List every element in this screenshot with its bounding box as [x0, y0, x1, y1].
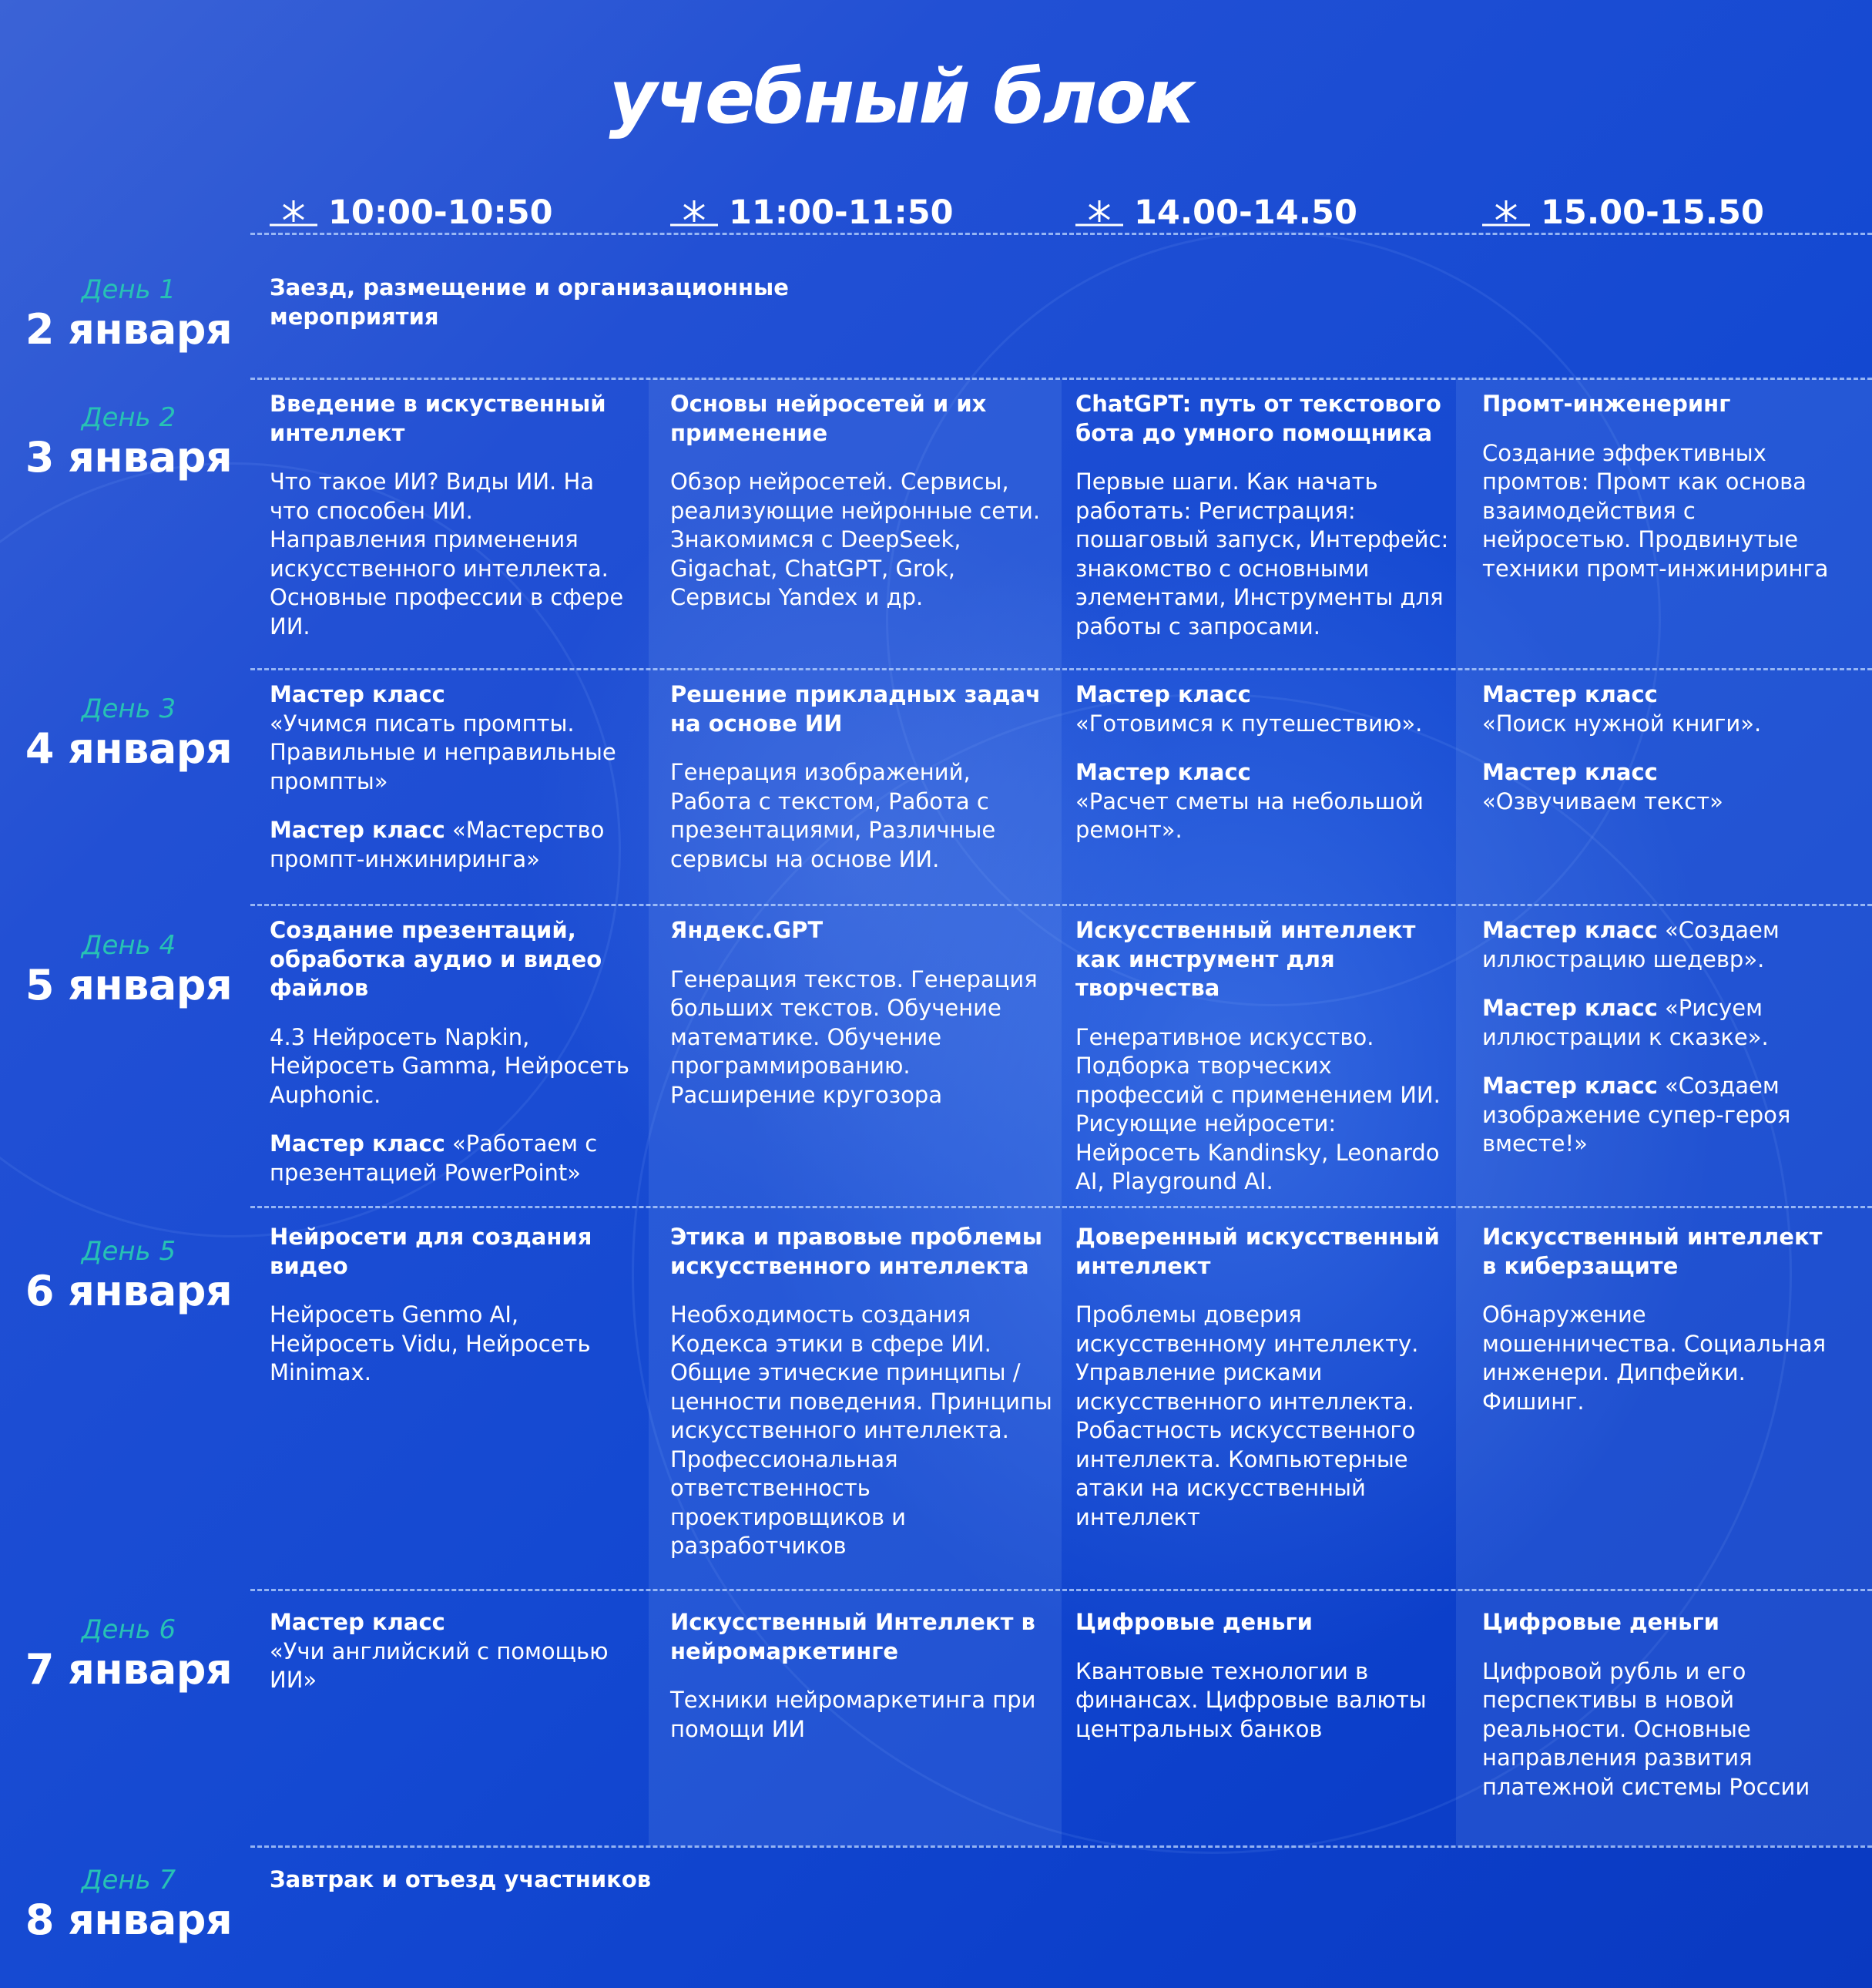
day-label — [17, 693, 240, 774]
cell-title: Цифровые деньги — [1075, 1609, 1313, 1635]
master-class-text: «Мастерство промпт-инжиниринга» — [270, 817, 605, 872]
cell-text: Создание эффективных промтов: Промт как основа взаимодействия с нейросетью. Продвинутые техники промт-инжиниринга — [1482, 439, 1829, 582]
schedule-cell — [270, 390, 632, 641]
day-number: День 5 — [81, 1236, 176, 1267]
master-class-label: Мастер класс — [1075, 681, 1251, 707]
row-separator — [250, 1206, 1872, 1208]
master-class-label: Мастер класс — [1482, 995, 1658, 1021]
time-slot-2 — [670, 190, 954, 236]
cell-title: Яндекс.GPT — [670, 917, 824, 943]
row-separator — [250, 378, 1872, 380]
cell-text: Необходимость создания Кодекса этики в сфере ИИ. Общие этические принципы / ценности поведения. Принципы искусственного интеллекта. Профессиональная ответственность проектировщиков и разработчиков — [670, 1301, 1052, 1559]
cell-text: 4.3 Нейросеть Napkin, Нейросеть Gamma, Нейросеть Auphonic. — [270, 1023, 630, 1108]
day-label — [17, 1865, 240, 1945]
cell-title: Искусственный Интеллект в нейромаркетинге — [670, 1609, 1035, 1664]
cell-text: Техники нейромаркетинга при помощи ИИ — [670, 1687, 1036, 1742]
schedule-cell — [1075, 390, 1453, 641]
row-separator — [250, 668, 1872, 670]
schedule-cell — [270, 1608, 632, 1695]
cell-title: Промт-инженеринг — [1482, 391, 1731, 417]
schedule-cell — [1075, 916, 1461, 1197]
master-class-text: «Готовимся к путешествию». — [1075, 710, 1423, 737]
master-class-item — [1482, 758, 1829, 816]
cell-title: Искусственный интеллект в киберзащите — [1482, 1224, 1823, 1279]
schedule-cell — [270, 1865, 963, 1895]
day-date: 8 января — [25, 1896, 233, 1944]
schedule-cell — [270, 916, 632, 1187]
schedule-cell — [1482, 1608, 1837, 1802]
master-class-item — [270, 680, 632, 796]
master-class-text: «Учимся писать промпты. Правильные и неправильные промпты» — [270, 710, 616, 794]
cell-text: Цифровой рубль и его перспективы в новой реальности. Основные направления развития платежной системы России — [1482, 1657, 1810, 1800]
master-class-item — [1075, 758, 1453, 845]
cell-title: Нейросети для создания видео — [270, 1224, 592, 1279]
cell-text: Первые шаги. Как начать работать: Регистрация: пошаговый запуск, Интерфейс: знакомство с основными элементами, Инструменты для работы с запросами. — [1075, 468, 1449, 640]
row-separator — [250, 904, 1872, 906]
day-label — [17, 930, 240, 1010]
time-label: 10:00-10:50 — [328, 193, 553, 232]
schedule-cell — [270, 680, 632, 874]
day-label — [17, 402, 240, 482]
cell-text: Обнаружение мошенничества. Социальная инженери. Дипфейки. Фишинг. — [1482, 1301, 1827, 1415]
cell-title: Введение в искуственный интеллект — [270, 391, 606, 446]
day-number: День 6 — [81, 1614, 176, 1645]
cell-title: Этика и правовые проблемы искусственного интеллекта — [670, 1224, 1042, 1279]
cell-title: Доверенный искусственный интеллект — [1075, 1224, 1440, 1279]
master-class-label: Мастер класс — [270, 681, 445, 707]
master-class-label: Мастер класс — [270, 817, 445, 843]
schedule-cell — [1482, 1223, 1829, 1416]
day-number: День 3 — [81, 693, 176, 724]
schedule-cell — [270, 274, 809, 331]
time-label: 14.00-14.50 — [1134, 193, 1357, 232]
cell-title: Завтрак и отъезд участников — [270, 1866, 652, 1892]
day-number: День 1 — [81, 274, 176, 305]
cell-title: Цифровые деньги — [1482, 1609, 1719, 1635]
master-class-text: «Создаем изображение супер-героя вместе!» — [1482, 1073, 1791, 1157]
row-separator — [250, 1845, 1872, 1848]
master-class-text: «Создаем иллюстрацию шедевр». — [1482, 917, 1780, 972]
schedule-cell — [1075, 1223, 1453, 1532]
day-date: 6 января — [25, 1267, 233, 1315]
master-class-item — [270, 1608, 632, 1695]
schedule-cell — [670, 916, 1048, 1110]
cell-title: Основы нейросетей и их применение — [670, 391, 987, 446]
cell-text: Обзор нейросетей. Сервисы, реализующие нейронные сети. Знакомимся с DeepSeek, Gigachat, ChatGPT, Grok, Сервисы Yandex и др. — [670, 468, 1041, 610]
master-class-label: Мастер класс — [1482, 759, 1658, 785]
cell-text: Что такое ИИ? Виды ИИ. На что способен ИИ. Направления применения искусственного интеллекта. Основные профессии в сфере ИИ. — [270, 468, 624, 640]
schedule-cell — [670, 1223, 1055, 1561]
master-class-label: Мастер класс — [270, 1130, 445, 1157]
time-slot-3 — [1075, 190, 1357, 236]
master-class-item — [1482, 1072, 1829, 1159]
cell-title: Искусственный интеллект как инструмент для творчества — [1075, 917, 1416, 1001]
master-class-item — [1482, 916, 1829, 974]
day-label — [17, 274, 240, 354]
snowflake-icon — [1075, 197, 1123, 228]
row-separator — [250, 233, 1872, 235]
day-date: 3 января — [25, 433, 233, 482]
day-date: 5 января — [25, 961, 233, 1009]
page-title: учебный блок — [609, 54, 1194, 140]
master-class-label: Мастер класс — [1482, 681, 1658, 707]
cell-title: ChatGPT: путь от текстового бота до умного помощника — [1075, 391, 1441, 446]
day-label — [17, 1236, 240, 1316]
time-label: 15.00-15.50 — [1541, 193, 1764, 232]
master-class-text: «Поиск нужной книги». — [1482, 710, 1762, 737]
master-class-item — [1482, 994, 1829, 1052]
master-class-text: «Работаем с презентацией PowerPoint» — [270, 1130, 598, 1186]
day-number: День 4 — [81, 930, 176, 961]
schedule-cell — [1075, 1608, 1438, 1744]
schedule-cell — [670, 390, 1048, 613]
cell-text: Квантовые технологии в финансах. Цифровые валюты центральных банков — [1075, 1657, 1427, 1742]
schedule-cell — [1482, 390, 1829, 583]
row-separator — [250, 1589, 1872, 1591]
day-number: День 2 — [81, 402, 176, 433]
day-date: 7 января — [25, 1645, 233, 1694]
cell-title: Решение прикладных задач на основе ИИ — [670, 681, 1041, 737]
master-class-text: «Учи английский с помощью ИИ» — [270, 1637, 609, 1693]
cell-text: Нейросеть Genmo AI, Нейросеть Vidu, Нейросеть Minimax. — [270, 1301, 591, 1385]
master-class-text: «Рисуем иллюстрации к сказке». — [1482, 995, 1769, 1050]
cell-text: Генерация изображений, Работа с текстом, Работа с презентациями, Различные сервисы на основе ИИ. — [670, 759, 996, 872]
snowflake-icon — [670, 197, 718, 228]
cell-text: Генерация текстов. Генерация больших текстов. Обучение математике. Обучение программированию. Расширение кругозора — [670, 965, 1038, 1108]
master-class-text: «Расчет сметы на небольшой ремонт». — [1075, 787, 1424, 843]
schedule-cell — [1482, 916, 1829, 1159]
schedule-cell — [670, 680, 1048, 874]
schedule-cell — [670, 1608, 1048, 1744]
day-label — [17, 1614, 240, 1694]
day-number: День 7 — [81, 1865, 176, 1896]
time-label: 11:00-11:50 — [729, 193, 954, 232]
master-class-label: Мастер класс — [270, 1609, 445, 1635]
master-class-text: «Озвучиваем текст» — [1482, 787, 1723, 814]
master-class-item — [1482, 680, 1829, 738]
schedule-cell — [270, 1223, 632, 1388]
schedule-cell — [1075, 680, 1453, 845]
time-slot-1 — [270, 190, 553, 236]
cell-text: Генеративное искусство. Подборка творческих профессий с применением ИИ. Рисующие нейросети: Нейросеть Kandinsky, Leonardo AI, Playground AI. — [1075, 1023, 1441, 1194]
master-class-item — [1075, 680, 1453, 738]
schedule-cell — [1482, 680, 1829, 816]
master-class-label: Мастер класс — [1482, 1073, 1658, 1099]
snowflake-icon — [1482, 197, 1530, 228]
cell-title: Создание презентаций, обработка аудио и видео файлов — [270, 917, 602, 1001]
master-class-label: Мастер класс — [1482, 917, 1658, 943]
cell-text: Проблемы доверия искусственному интеллекту. Управление рисками искусственного интеллекта. Робастность искусственного интеллекта. Компьютерные атаки на искусственный интеллект — [1075, 1301, 1419, 1530]
time-slot-4 — [1482, 190, 1764, 236]
day-date: 4 января — [25, 724, 233, 773]
day-date: 2 января — [25, 305, 233, 354]
master-class-label: Мастер класс — [1075, 759, 1251, 785]
master-class-item — [270, 1130, 632, 1187]
snowflake-icon — [270, 197, 317, 228]
master-class-item — [270, 816, 632, 874]
cell-title: Заезд, размещение и организационные мероприятия — [270, 274, 789, 330]
